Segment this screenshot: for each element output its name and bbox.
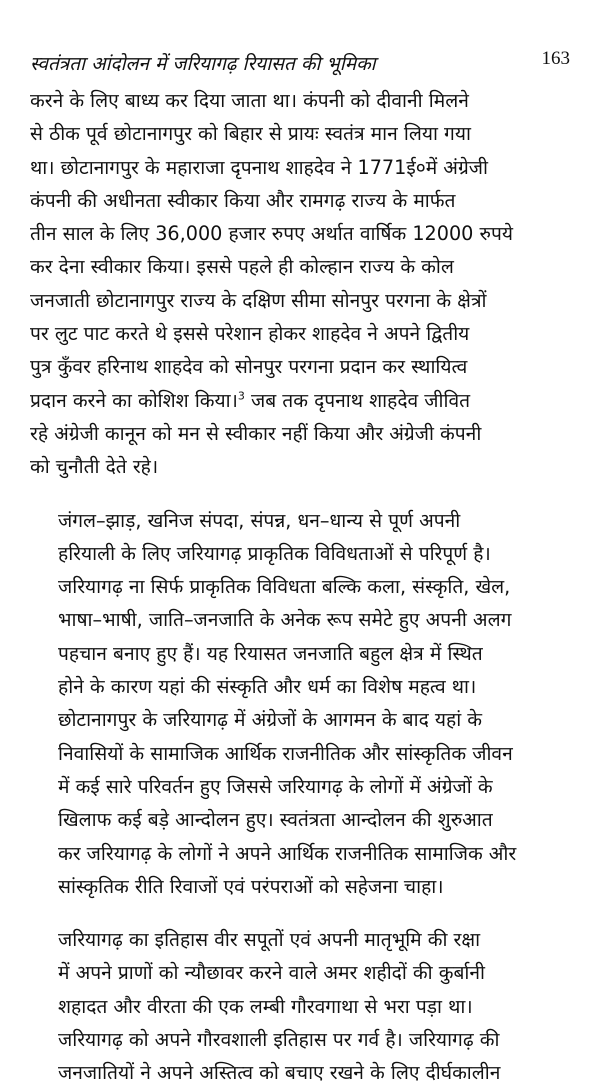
body-text xyxy=(30,84,570,1090)
text-line: रहे अंग्रेजी कानून को मन से स्वीकार नहीं किया और अंग्रेजी कंपनी xyxy=(30,421,482,445)
text-line: तीन साल के लिए 36,000 हजार रुपए अर्थात वार्षिक 12000 रुपये xyxy=(30,222,513,246)
text-line: में कई सारे परिवर्तन हुए जिससे जरियागढ़ के लोगों में अंग्रेजों के xyxy=(58,774,493,798)
text-line: छोटानागपुर के जरियागढ़ में अंग्रेजों के आगमन के बाद यहां के xyxy=(58,708,483,732)
text-line: करने के लिए बाध्य कर दिया जाता था। कंपनी को दीवानी मिलने xyxy=(30,89,469,112)
text-line: जरियागढ़ ना सिर्फ प्राकृतिक विविधता बल्कि कला, संस्कृति, खेल, xyxy=(58,575,511,599)
text-line: पर लुट पाट करते थे इससे परेशान होकर शाहदेव ने अपने द्वितीय xyxy=(30,322,470,346)
text-line: को चुनौती देते रहे। xyxy=(30,455,159,479)
text-segment: प्रदान करने का कोशिश किया। xyxy=(30,388,238,412)
paragraph-1 xyxy=(30,84,570,484)
text-line: पुत्र कुँवर हरिनाथ शाहदेव को सोनपुर परगना प्रदान कर स्थायित्व xyxy=(30,355,468,379)
text-line: सांस्कृतिक रीति रिवाजों एवं परंपराओं को सहेजना चाहा। xyxy=(58,874,444,898)
text-line: जंगल–झाड़, खनिज संपदा, संपन्न, धन–धान्य से पूर्ण अपनी xyxy=(58,508,461,532)
text-line: खिलाफ कई बड़े आन्दोलन हुए। स्वतंत्रता आन्दोलन की शुरुआत xyxy=(58,808,493,832)
paragraph-2 xyxy=(30,504,570,904)
text-segment: जब तक दृपनाथ शाहदेव जीवित xyxy=(244,388,471,412)
paragraph-3 xyxy=(30,923,570,1089)
text-line: कर देना स्वीकार किया। इससे पहले ही कोल्हान राज्य के कोल xyxy=(30,255,454,279)
footnote-marker[interactable]: 3 xyxy=(237,389,245,403)
text-line: था। छोटानागपुर के महाराजा दृपनाथ शाहदेव ने 1771ई०में अंग्रेजी xyxy=(30,155,488,179)
text-line: में अपने प्राणों को न्यौछावर करने वाले अमर शहीदों की कुर्बानी xyxy=(58,961,486,985)
text-line: जनजातियों ने अपने अस्तित्व को बचाए रखने के लिए दीर्घकालीन xyxy=(58,1061,501,1085)
text-line: जरियागढ़ का इतिहास वीर सपूतों एवं अपनी मातृभूमि की रक्षा xyxy=(58,928,481,952)
page-number: 163 xyxy=(541,48,570,69)
text-line: जरियागढ़ को अपने गौरवशाली इतिहास पर गर्व है। जरियागढ़ की xyxy=(58,1028,500,1052)
page-header xyxy=(30,0,570,84)
running-title: स्वतंत्रता आंदोलन में जरियागढ़ रियासत की भूमिका xyxy=(30,53,376,75)
text-line: कंपनी की अधीनता स्वीकार किया और रामगढ़ राज्य के मार्फत xyxy=(30,188,456,212)
text-line: जनजाती छोटानागपुर राज्य के दक्षिण सीमा सोनपुर परगना के क्षेत्रों xyxy=(30,288,487,312)
text-line: से ठीक पूर्व छोटानागपुर को बिहार से प्रायः स्वतंत्र मान लिया गया xyxy=(30,122,471,146)
text-line: निवासियों के सामाजिक आर्थिक राजनीतिक और सांस्कृतिक जीवन xyxy=(58,741,513,765)
text-line-with-footnote xyxy=(30,384,570,417)
text-line: हरियाली के लिए जरियागढ़ प्राकृतिक विविधताओं से परिपूर्ण है। xyxy=(58,541,491,565)
text-line: कर जरियागढ़ के लोगों ने अपने आर्थिक राजनीतिक सामाजिक और xyxy=(58,841,517,865)
text-line: होने के कारण यहां की संस्कृति और धर्म का विशेष महत्व था। xyxy=(58,675,477,699)
text-line: पहचान बनाए हुए हैं। यह रियासत जनजाति बहुल क्षेत्र में स्थित xyxy=(58,641,483,665)
text-line: शहादत और वीरता की एक लम्बी गौरवगाथा से भरा पड़ा था। xyxy=(58,994,473,1018)
text-line: भाषा–भाषी, जाति–जनजाति के अनेक रूप समेटे हुए अपनी अलग xyxy=(58,608,512,632)
